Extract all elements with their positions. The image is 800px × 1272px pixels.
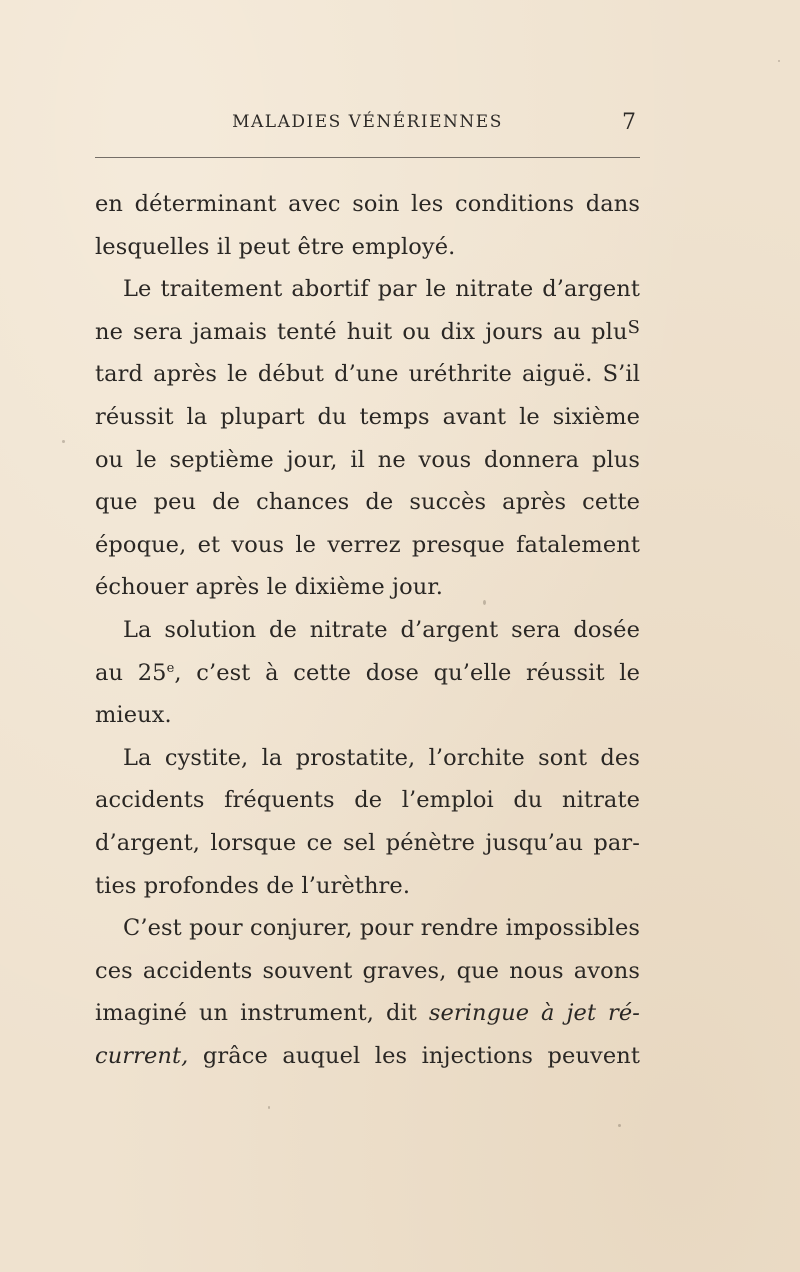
text-line: tard après le début d’une uréthrite aiguë. S’il — [95, 361, 640, 388]
paper-speck — [483, 600, 486, 605]
text-line: ties profondes de l’urèthre. — [95, 872, 411, 899]
page-header — [95, 112, 640, 142]
text-line: accidents fréquents de l’emploi du nitrate — [95, 787, 640, 814]
text-line: que peu de chances de succès après cette — [95, 489, 640, 516]
text-line: époque, et vous le verrez presque fatalement — [95, 531, 640, 558]
text-line: C’est pour conjurer, pour rendre impossibles — [123, 915, 640, 942]
superscript-letter: S — [627, 316, 640, 338]
text-run: , c’est à cette dose qu’elle réussit le — [174, 659, 640, 686]
italic-run: seringue à jet ré- — [428, 1000, 640, 1027]
text-line: ou le septième jour, il ne vous donnera plus — [95, 446, 640, 473]
paper-speck — [778, 60, 780, 62]
running-head: MALADIES VÉNÉRIENNES — [232, 112, 503, 132]
body-text — [95, 183, 640, 1077]
text-run: au 25 — [95, 659, 167, 686]
text-line: lesquelles il peut être employé. — [95, 233, 456, 260]
text-line — [95, 311, 640, 354]
text-line: Le traitement abortif par le nitrate d’argent — [123, 276, 640, 303]
paper-speck — [62, 440, 65, 443]
text-line: ces accidents souvent graves, que nous avons — [95, 957, 640, 984]
text-line: La solution de nitrate d’argent sera dosée — [123, 616, 640, 643]
text-line: mieux. — [95, 702, 172, 729]
text-line: d’argent, lorsque ce sel pénètre jusqu’au par- — [95, 829, 640, 856]
text-line: réussit la plupart du temps avant le sixième — [95, 403, 640, 430]
italic-run: current, — [95, 1042, 189, 1069]
text-run: imaginé un instrument, dit — [95, 1000, 429, 1027]
superscript-e: e — [166, 660, 175, 676]
text-line — [95, 652, 640, 695]
paper-speck — [618, 1124, 621, 1127]
paper-speck — [268, 1106, 270, 1109]
text-line: en déterminant avec soin les conditions dans — [95, 191, 640, 217]
text-line: La cystite, la prostatite, l’orchite sont des — [123, 744, 640, 771]
text-line: échouer après le dixième jour. — [95, 574, 443, 601]
text-line — [95, 1035, 640, 1078]
text-run: ne sera jamais tenté huit ou dix jours au plu — [95, 318, 628, 345]
header-rule — [95, 157, 640, 158]
text-run: grâce auquel les injections peuvent — [188, 1042, 640, 1069]
page-number: 7 — [622, 110, 636, 135]
text-line — [95, 992, 640, 1035]
